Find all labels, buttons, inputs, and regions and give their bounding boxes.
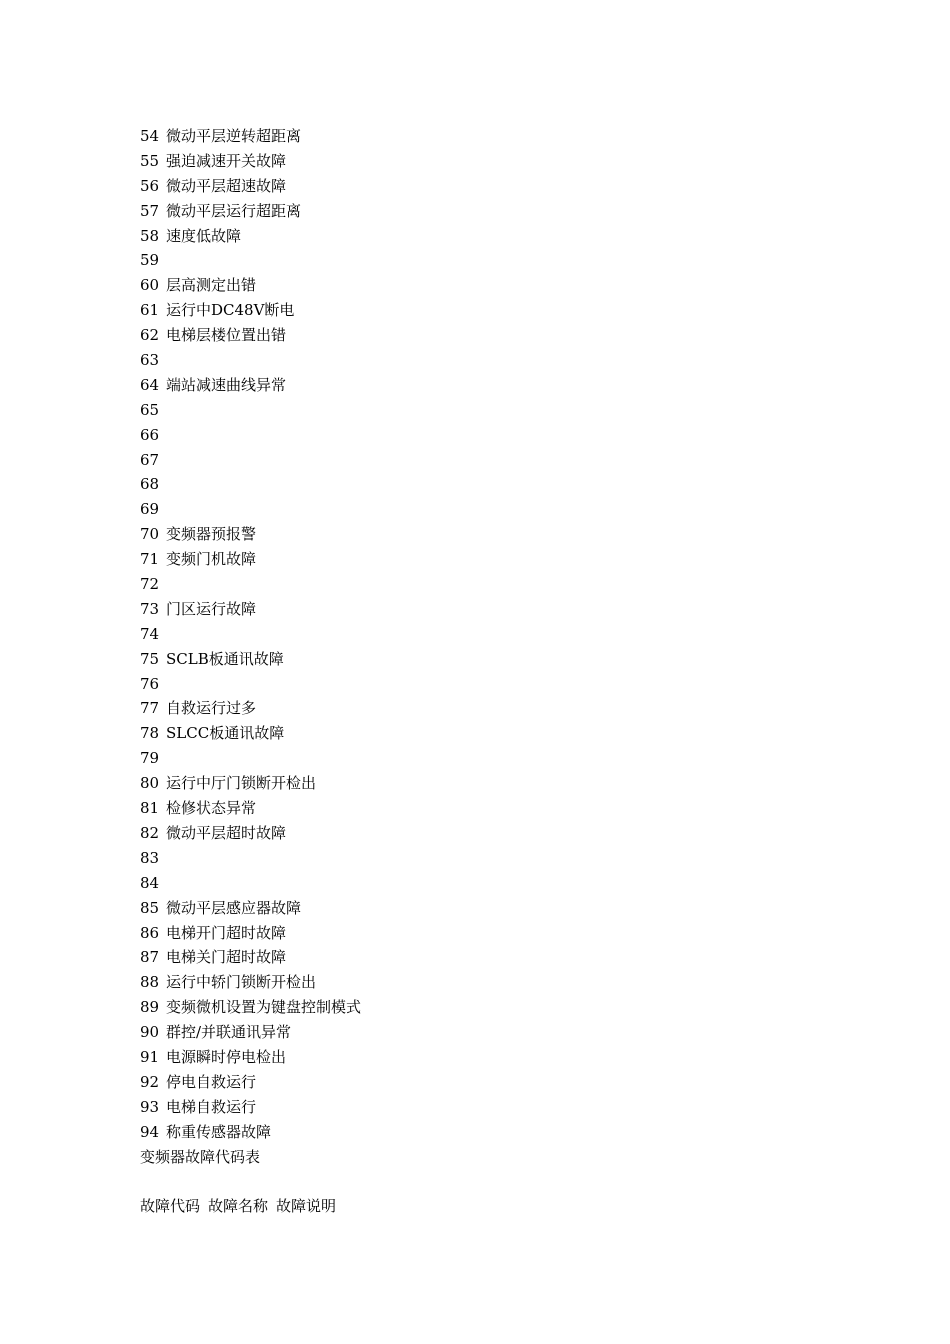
fault-row (140, 1045, 900, 1070)
fault-name: 运行中DC48V断电 (166, 301, 295, 320)
fault-code: 78 (140, 724, 160, 743)
fault-code: 64 (140, 375, 160, 394)
fault-code: 69 (140, 500, 160, 519)
fault-code: 71 (140, 550, 160, 569)
fault-code: 63 (140, 351, 160, 370)
fault-name: 微动平层感应器故障 (166, 898, 302, 917)
fault-row (140, 423, 900, 448)
fault-code: 60 (140, 276, 160, 295)
fault-row (140, 1020, 900, 1045)
fault-row (140, 696, 900, 721)
fault-code: 89 (140, 998, 160, 1017)
fault-code: 90 (140, 1023, 160, 1042)
fault-code: 66 (140, 425, 160, 444)
fault-name: 自救运行过多 (166, 699, 257, 718)
fault-row (140, 174, 900, 199)
fault-row (140, 398, 900, 423)
header-fault-description: 故障说明 (276, 1197, 337, 1216)
table-header-row (140, 1194, 900, 1219)
fault-row (140, 721, 900, 746)
fault-row (140, 771, 900, 796)
fault-name: 停电自救运行 (166, 1072, 257, 1091)
fault-name: 电梯关门超时故障 (166, 948, 287, 967)
fault-row (140, 970, 900, 995)
fault-code: 75 (140, 649, 160, 668)
fault-row (140, 821, 900, 846)
fault-name: 门区运行故障 (166, 599, 257, 618)
fault-row (140, 995, 900, 1020)
fault-row (140, 622, 900, 647)
fault-code: 67 (140, 450, 160, 469)
fault-row (140, 746, 900, 771)
fault-code: 61 (140, 301, 160, 320)
fault-name: 微动平层逆转超距离 (166, 127, 302, 145)
fault-code: 93 (140, 1097, 160, 1116)
section-title: 变频器故障代码表 (140, 1147, 261, 1166)
fault-row (140, 796, 900, 821)
fault-row (140, 124, 900, 149)
fault-code: 83 (140, 848, 160, 867)
fault-code: 73 (140, 599, 160, 618)
fault-row (140, 871, 900, 896)
fault-code: 70 (140, 525, 160, 544)
fault-code: 85 (140, 898, 160, 917)
fault-row (140, 298, 900, 323)
fault-name: 端站减速曲线异常 (166, 375, 287, 394)
fault-code: 59 (140, 251, 160, 270)
blank-line (140, 1169, 900, 1194)
fault-name: 微动平层超时故障 (166, 823, 287, 842)
fault-row (140, 572, 900, 597)
fault-row (140, 1070, 900, 1095)
fault-row (140, 846, 900, 871)
fault-row (140, 597, 900, 622)
fault-row (140, 472, 900, 497)
document-content (140, 124, 900, 1219)
fault-row (140, 273, 900, 298)
fault-row (140, 896, 900, 921)
fault-name: 运行中厅门锁断开检出 (166, 774, 317, 793)
fault-row (140, 522, 900, 547)
fault-code: 72 (140, 575, 160, 594)
header-fault-code: 故障代码 (140, 1197, 201, 1216)
fault-code: 91 (140, 1047, 160, 1066)
fault-code: 84 (140, 873, 160, 892)
fault-name: 称重传感器故障 (166, 1122, 272, 1141)
fault-name: 变频微机设置为键盘控制模式 (166, 998, 362, 1017)
fault-code: 86 (140, 923, 160, 942)
fault-row (140, 647, 900, 672)
fault-code: 88 (140, 973, 160, 992)
fault-code: 82 (140, 823, 160, 842)
fault-code: 65 (140, 400, 160, 419)
fault-name: 检修状态异常 (166, 799, 257, 818)
fault-row (140, 149, 900, 174)
fault-code: 54 (140, 127, 160, 145)
fault-row (140, 945, 900, 970)
fault-name: 群控/并联通讯异常 (166, 1023, 292, 1042)
fault-row (140, 199, 900, 224)
fault-code: 57 (140, 201, 160, 220)
fault-row (140, 1095, 900, 1120)
fault-code: 55 (140, 151, 160, 170)
fault-name: 层高测定出错 (166, 276, 257, 295)
fault-name: 电源瞬时停电检出 (166, 1047, 287, 1066)
fault-code: 76 (140, 674, 160, 693)
fault-name: 电梯层楼位置出错 (166, 326, 287, 345)
fault-name: 变频器预报警 (166, 525, 257, 544)
fault-row (140, 547, 900, 572)
fault-code: 92 (140, 1072, 160, 1091)
fault-code: 68 (140, 475, 160, 494)
header-fault-name: 故障名称 (208, 1197, 269, 1216)
fault-row (140, 1120, 900, 1145)
fault-code: 77 (140, 699, 160, 718)
fault-name: 速度低故障 (166, 226, 242, 245)
fault-row (140, 323, 900, 348)
fault-name: SLCC板通讯故障 (166, 724, 285, 743)
fault-name: 电梯自救运行 (166, 1097, 257, 1116)
fault-name: 微动平层运行超距离 (166, 201, 302, 220)
fault-row (140, 348, 900, 373)
fault-code: 58 (140, 226, 160, 245)
fault-row (140, 373, 900, 398)
fault-name: 运行中轿门锁断开检出 (166, 973, 317, 992)
fault-name: 变频门机故障 (166, 550, 257, 569)
fault-row (140, 448, 900, 473)
fault-code: 80 (140, 774, 160, 793)
fault-row (140, 224, 900, 249)
fault-name: 微动平层超速故障 (166, 176, 287, 195)
fault-code-list (140, 124, 900, 1145)
fault-code: 94 (140, 1122, 160, 1141)
fault-code: 81 (140, 799, 160, 818)
fault-name: 强迫减速开关故障 (166, 151, 287, 170)
fault-row (140, 672, 900, 697)
fault-code: 79 (140, 749, 160, 768)
fault-code: 56 (140, 176, 160, 195)
fault-name: SCLB板通讯故障 (166, 649, 284, 668)
fault-code: 87 (140, 948, 160, 967)
fault-row (140, 248, 900, 273)
fault-code: 74 (140, 624, 160, 643)
fault-row (140, 921, 900, 946)
fault-code: 62 (140, 326, 160, 345)
fault-row (140, 497, 900, 522)
fault-name: 电梯开门超时故障 (166, 923, 287, 942)
